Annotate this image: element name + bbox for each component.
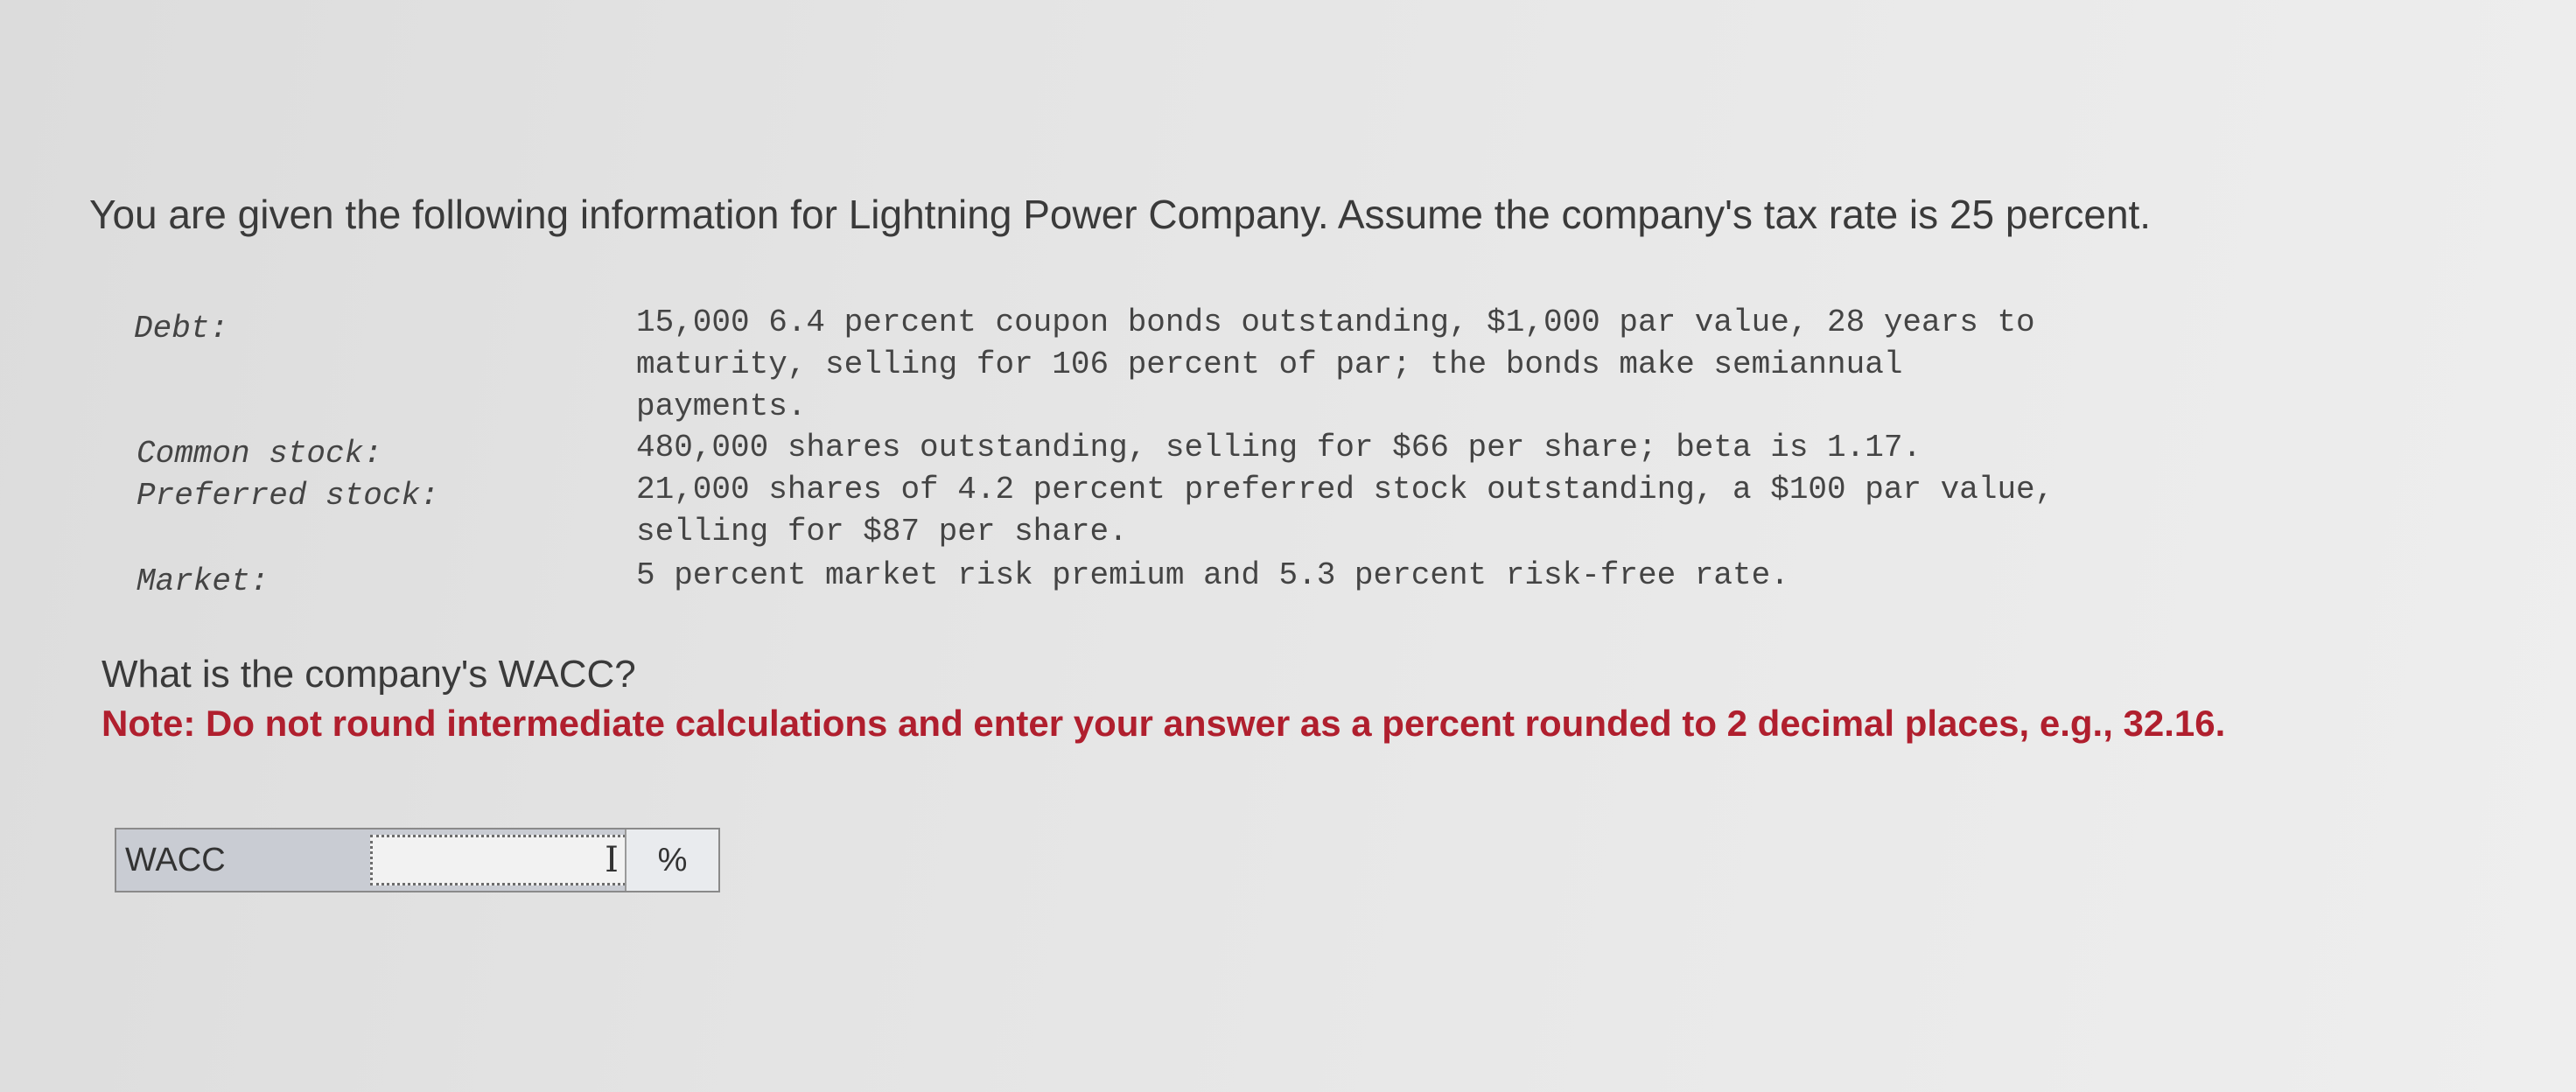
debt-label: Debt: <box>134 311 229 346</box>
debt-description: 15,000 6.4 percent coupon bonds outstanding, $1,000 par value, 28 years to maturity, selling for 106 percent of par; the bonds make semiannual payments. <box>636 304 2035 424</box>
rounding-note: Note: Do not round intermediate calculations and enter your answer as a percent rounded to 2 decimal places, e.g., 32.16. <box>102 703 2226 744</box>
common-stock-label: Common stock: <box>136 436 382 472</box>
problem-intro: You are given the following information for Lightning Power Company. Assume the company's tax rate is 25 percent. <box>89 192 2152 237</box>
wacc-answer-row <box>115 828 720 892</box>
wacc-label: WACC <box>125 841 226 878</box>
preferred-stock-description: 21,000 shares of 4.2 percent preferred stock outstanding, a $100 par value, selling for $87 per share. <box>636 472 2054 550</box>
text-cursor-icon: I <box>605 840 619 880</box>
common-stock-description: 480,000 shares outstanding, selling for $66 per share; beta is 1.17. <box>636 430 1922 466</box>
question-text: What is the company's WACC? <box>102 653 636 696</box>
market-label: Market: <box>136 564 270 599</box>
market-description: 5 percent market risk premium and 5.3 percent risk-free rate. <box>636 557 1789 593</box>
percent-unit: % <box>625 830 718 891</box>
preferred-stock-label: Preferred stock: <box>136 478 439 514</box>
wacc-input[interactable] <box>370 835 637 886</box>
